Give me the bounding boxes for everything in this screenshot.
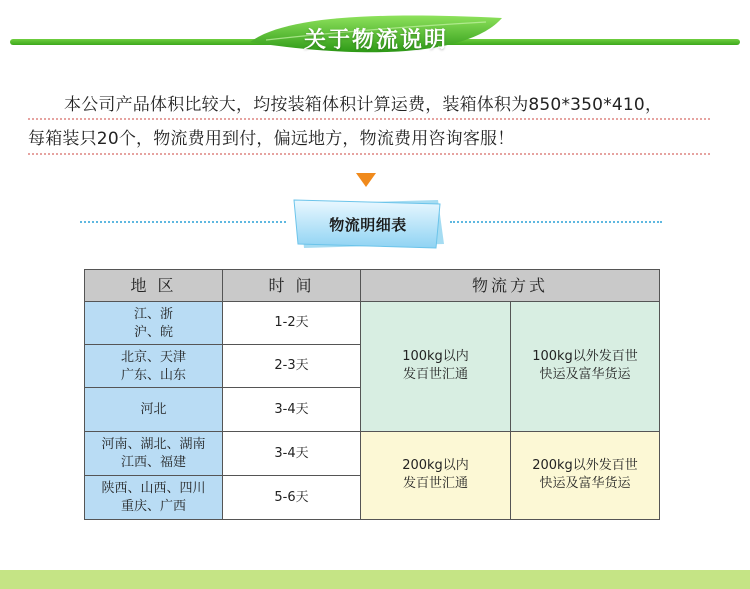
description-line-2: 每箱装只20个，物流费用到付，偏远地方，物流费用咨询客服！	[28, 129, 515, 149]
time-cell: 2-3天	[222, 344, 361, 388]
time-cell: 5-6天	[222, 475, 361, 520]
method-line: 发百世汇通	[402, 476, 468, 491]
header-time: 时 间	[222, 269, 361, 302]
method-line: 100kg以内	[402, 349, 469, 364]
region-line: 北京、天津	[120, 350, 186, 365]
method-line: 100kg以外发百世	[532, 349, 638, 364]
region-line: 广东、山东	[120, 368, 186, 383]
page-title: 关于物流说明	[303, 27, 448, 53]
region-line: 重庆、广西	[120, 499, 186, 514]
header-method: 物流方式	[360, 269, 660, 302]
region-cell	[84, 431, 223, 476]
region-line: 陕西、山西、四川	[101, 481, 206, 496]
method-line: 200kg以内	[402, 458, 469, 473]
subtitle-dots-left	[80, 221, 286, 223]
header-region: 地 区	[84, 269, 223, 302]
region-line: 沪、皖	[133, 325, 173, 340]
subtitle-label: 物流明细表	[329, 215, 407, 234]
region-cell	[84, 301, 223, 345]
time-cell: 3-4天	[222, 387, 361, 432]
footer-band	[0, 570, 750, 589]
dotted-divider-1	[28, 118, 710, 120]
region-cell	[84, 344, 223, 388]
region-line: 江、浙	[133, 307, 173, 322]
logistics-table	[84, 269, 660, 520]
region-line: 河南、湖北、湖南	[101, 437, 206, 452]
time-cell: 1-2天	[222, 301, 361, 345]
method-line: 200kg以外发百世	[532, 458, 638, 473]
region-line: 江西、福建	[120, 455, 186, 470]
region-cell	[84, 475, 223, 520]
method-line: 快运及富华货运	[539, 367, 631, 382]
time-cell: 3-4天	[222, 431, 361, 476]
down-arrow-icon	[356, 173, 376, 187]
description-line-1: 本公司产品体积比较大，均按装箱体积计算运费，装箱体积为850*350*410，	[64, 95, 663, 115]
method-beyond-cell	[510, 301, 660, 432]
dotted-divider-2	[28, 153, 710, 155]
method-within-cell	[360, 301, 511, 432]
region-cell: 河北	[84, 387, 223, 432]
method-line: 快运及富华货运	[539, 476, 631, 491]
method-beyond-cell	[510, 431, 660, 520]
method-within-cell	[360, 431, 511, 520]
method-line: 发百世汇通	[402, 367, 468, 382]
subtitle-dots-right	[450, 221, 662, 223]
